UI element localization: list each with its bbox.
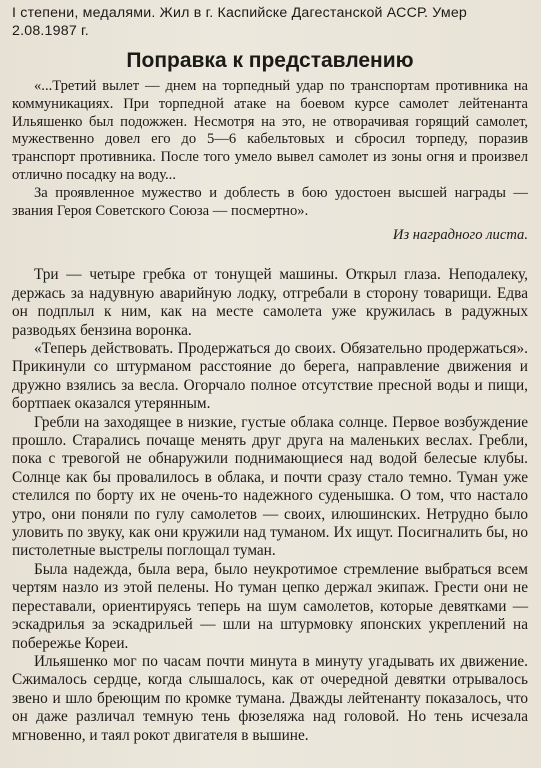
text-paragraph: Три — четыре гребка от тонущей машины. Открыл глаза. Неподалеку, держась за надувную аварийную лодку, отгребали в сторону товарищи. Едва он подплыл к ним, как на месте самолета уже кружилась в радужных разводьях бензина воронка. bbox=[12, 266, 528, 339]
biography-note: I степени, медалями. Жил в г. Каспийске Дагестанской АССР. Умер 2.08.1987 г. bbox=[12, 5, 468, 39]
section-heading: Поправка к представлению bbox=[126, 49, 414, 72]
quote-paragraph: «...Третий вылет — днем на торпедный удар по транспортам противника на коммуникациях. При торпедной атаке на боевом курсе самолет лейтенанта Ильяшенко был подожжен. Несмотря на это, не отворачивая горящий самолет, мужественно довел его до 5—6 кабельтовых и сбросил торпеду, поразив транспорт противника. После того умело вывел самолет из зоны огня и произвел отлично посадку на воду... bbox=[12, 78, 528, 183]
quote-paragraph: За проявленное мужество и доблесть в бою удостоен высшей награды — звания Героя Советского Союза — посмертно». bbox=[12, 184, 528, 219]
text-paragraph: «Теперь действовать. Продержаться до своих. Обязательно продержаться». Прикинули со штурманом расстояние до берега, направление движения и дружно взялись за весла. Огорчало полное отсутствие пресной воды и пищи, бортпаек оказался утерянным. bbox=[12, 340, 528, 413]
award-quote bbox=[12, 78, 528, 220]
narrative-text bbox=[12, 266, 528, 745]
text-paragraph: Ильяшенко мог по часам почти минута в минуту угадывать их движение. Сжималось сердце, когда слышалось, как от очередной девятки отрывалось звено и шло бреющим по кромке тумана. Дважды лейтенанту показалось, что он даже различал темную тень фюзеляжа над головой. Но тень исчезала мгновенно, и таял рокот двигателя в вышине. bbox=[12, 652, 528, 744]
text-paragraph: Была надежда, была вера, было неукротимое стремление выбраться всем чертям назло из этой пелены. Но туман цепко держал экипаж. Грести они не переставали, ориентируясь теперь на шум самолетов, которые девятками — эскадрилья за эскадрильей — шли на штурмовку японских укреплений на побережье Кореи. bbox=[12, 560, 528, 652]
quote-source: Из наградного листа. bbox=[392, 227, 528, 244]
text-paragraph: Гребли на заходящее в низкие, густые облака солнце. Первое возбуждение прошло. Старались почаще менять друг друга на маленьких веслах. Гребли, пока с тревогой не обнаружили поднимающиеся над водой белесые клубы. Солнце как бы провалилось в облака, и почти сразу стало темно. Туман уже стелился по борту их не очень-то надежного суденышка. О том, что настало утро, они поняли по гулу самолетов — своих, илюшинских. Нетрудно было уловить по звуку, как они кружили над туманом. Их ищут. Посигналить бы, но пистолетные выстрелы поглощал туман. bbox=[12, 413, 528, 560]
